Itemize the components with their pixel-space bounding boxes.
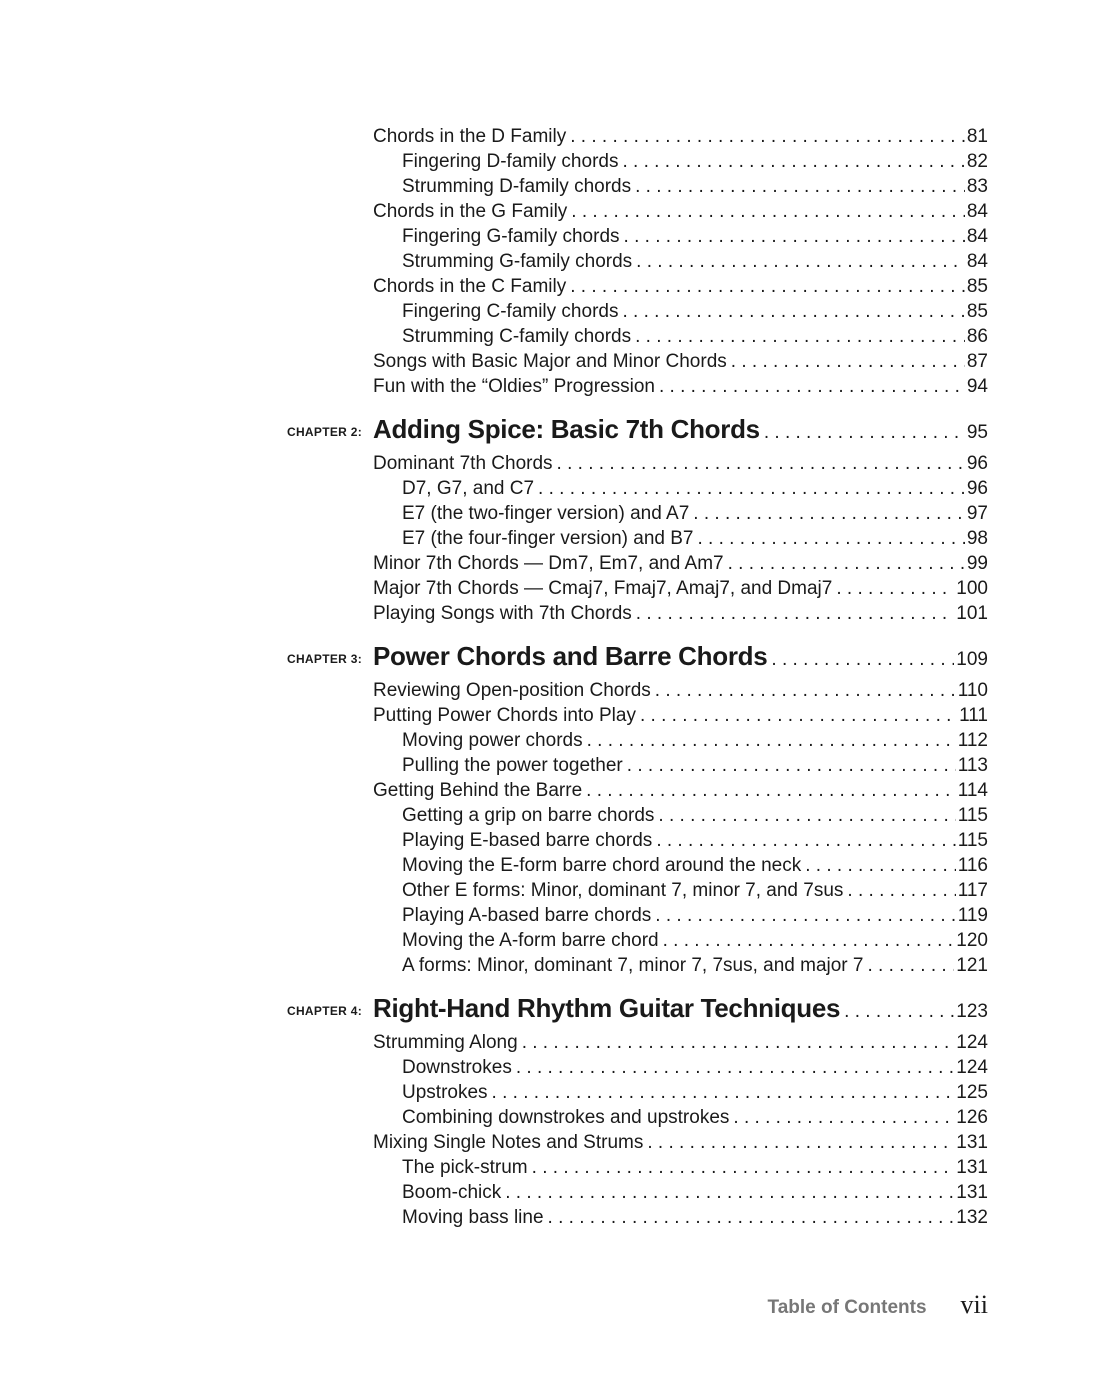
toc-entry[interactable]: [373, 349, 988, 374]
toc-entry-page: 97: [966, 503, 988, 524]
leader-dots: [656, 828, 955, 853]
toc-entry-title: Other E forms: Minor, dominant 7, minor 7, and 7sus: [402, 880, 844, 901]
toc-entry-title: Playing A-based barre chords: [402, 905, 652, 926]
toc-entry-page: 85: [966, 276, 988, 297]
toc-entry-page: 99: [966, 553, 988, 574]
leader-dots: [844, 990, 954, 1034]
toc-entry[interactable]: [373, 601, 988, 626]
toc-entry-title: Moving power chords: [402, 730, 583, 751]
toc-entry-title: Strumming Along: [373, 1032, 518, 1053]
toc-entry-title: Boom-chick: [402, 1182, 502, 1203]
toc-subentry[interactable]: [373, 174, 988, 199]
toc-entry-title: Putting Power Chords into Play: [373, 705, 636, 726]
leader-dots: [733, 1105, 954, 1130]
toc-entry-title: Moving the A-form barre chord: [402, 930, 659, 951]
leader-dots: [640, 703, 957, 728]
toc-entry-page: 84: [966, 251, 988, 272]
toc-entry-title: Strumming G-family chords: [402, 251, 633, 272]
toc-subentry[interactable]: [373, 149, 988, 174]
toc-subentry[interactable]: [373, 878, 988, 903]
toc-subentry[interactable]: [373, 728, 988, 753]
toc-subentry[interactable]: [373, 299, 988, 324]
toc-entry-title: Pulling the power together: [402, 755, 623, 776]
chapter-page: 123: [956, 1001, 988, 1022]
toc-entry-title: Chords in the D Family: [373, 126, 567, 147]
toc-entry-title: Moving the E-form barre chord around the neck: [402, 855, 802, 876]
toc-entry-title: Downstrokes: [402, 1057, 512, 1078]
toc-entry-page: 119: [957, 905, 988, 926]
toc-entry-page: 85: [966, 301, 988, 322]
toc-subentry[interactable]: [373, 828, 988, 853]
toc-entry-title: Playing Songs with 7th Chords: [373, 603, 632, 624]
toc-entry-page: 115: [957, 805, 988, 826]
leader-dots: [636, 249, 965, 274]
toc-entry-page: 96: [966, 478, 988, 499]
toc-entry-title: Minor 7th Chords — Dm7, Em7, and Am7: [373, 553, 724, 574]
toc-entry-page: 125: [956, 1082, 988, 1103]
toc-entry-page: 100: [956, 578, 988, 599]
chapter-label: CHAPTER 3:: [287, 652, 363, 666]
toc-subentry[interactable]: [373, 1205, 988, 1230]
toc-entry-title: Fingering C-family chords: [402, 301, 619, 322]
leader-dots: [570, 274, 965, 299]
leader-dots: [624, 224, 965, 249]
toc-subentry[interactable]: [373, 953, 988, 978]
page-footer: [700, 1290, 988, 1320]
toc-entry-title: The pick-strum: [402, 1157, 528, 1178]
toc-entry-page: 82: [966, 151, 988, 172]
toc-entry-title: E7 (the four-finger version) and B7: [402, 528, 694, 549]
leader-dots: [731, 349, 965, 374]
toc-entry-title: E7 (the two-finger version) and A7: [402, 503, 690, 524]
toc-subentry[interactable]: [373, 1080, 988, 1105]
leader-dots: [587, 728, 956, 753]
toc-entry-page: 132: [956, 1207, 988, 1228]
footer-section-title: Table of Contents: [767, 1297, 927, 1318]
leader-dots: [836, 576, 954, 601]
leader-dots: [658, 803, 955, 828]
toc-entry-title: Fun with the “Oldies” Progression: [373, 376, 655, 397]
toc-intro-group: [373, 124, 988, 399]
toc-entry-title: Combining downstrokes and upstrokes: [402, 1107, 730, 1128]
toc-entry[interactable]: [373, 576, 988, 601]
toc-entry-page: 124: [956, 1032, 988, 1053]
toc-entry-page: 83: [966, 176, 988, 197]
toc-entry[interactable]: [373, 199, 988, 224]
toc-subentry[interactable]: [373, 903, 988, 928]
toc-entry-page: 96: [966, 453, 988, 474]
toc-entry-title: Reviewing Open-position Chords: [373, 680, 651, 701]
toc-entry-title: Moving bass line: [402, 1207, 544, 1228]
toc-subentry[interactable]: [373, 324, 988, 349]
toc-entry-title: D7, G7, and C7: [402, 478, 535, 499]
toc-entry-page: 84: [966, 226, 988, 247]
toc-entry-title: Playing E-based barre chords: [402, 830, 653, 851]
toc-entry-page: 116: [957, 855, 988, 876]
toc-entry-page: 114: [957, 780, 988, 801]
chapter-page: 109: [956, 649, 988, 670]
leader-dots: [655, 903, 955, 928]
leader-dots: [492, 1080, 955, 1105]
leader-dots: [659, 374, 965, 399]
leader-dots: [728, 551, 965, 576]
leader-dots: [622, 299, 964, 324]
leader-dots: [805, 853, 955, 878]
toc-entry-page: 98: [966, 528, 988, 549]
toc-entry-title: Getting a grip on barre chords: [402, 805, 655, 826]
toc-entry-title: Major 7th Chords — Cmaj7, Fmaj7, Amaj7, and Dmaj7: [373, 578, 833, 599]
toc-subentry[interactable]: [373, 1055, 988, 1080]
toc-entry-title: Strumming C-family chords: [402, 326, 632, 347]
chapter-heading[interactable]: [287, 986, 988, 1030]
toc-subentry[interactable]: [373, 1155, 988, 1180]
toc-entry-title: Chords in the G Family: [373, 201, 568, 222]
leader-dots: [571, 199, 965, 224]
toc-entry-page: 101: [956, 603, 988, 624]
toc-entry-page: 131: [956, 1157, 988, 1178]
toc-entry-page: 112: [957, 730, 988, 751]
toc-entry-title: Fingering D-family chords: [402, 151, 619, 172]
chapter-page: 95: [966, 422, 988, 443]
leader-dots: [622, 149, 964, 174]
leader-dots: [570, 124, 965, 149]
toc-entry-page: 121: [956, 955, 988, 976]
leader-dots: [635, 324, 965, 349]
toc-entry-title: Fingering G-family chords: [402, 226, 620, 247]
toc-entry-title: Upstrokes: [402, 1082, 488, 1103]
toc-entry-title: Getting Behind the Barre: [373, 780, 583, 801]
leader-dots: [698, 526, 965, 551]
chapter-label: CHAPTER 4:: [287, 1004, 363, 1018]
chapter-title: Right-Hand Rhythm Guitar Techniques: [373, 993, 841, 1023]
toc-subentry[interactable]: [373, 526, 988, 551]
toc-entry-page: 120: [956, 930, 988, 951]
toc-entry-page: 115: [957, 830, 988, 851]
leader-dots: [627, 753, 956, 778]
leader-dots: [693, 501, 965, 526]
toc-entry-page: 94: [966, 376, 988, 397]
chapter-heading[interactable]: [287, 634, 988, 678]
toc-subentry[interactable]: [373, 753, 988, 778]
leader-dots: [635, 174, 965, 199]
toc-entry-page: 86: [966, 326, 988, 347]
toc-subentry[interactable]: [373, 249, 988, 274]
toc-entry-page: 113: [957, 755, 988, 776]
toc-entry-page: 131: [956, 1182, 988, 1203]
leader-dots: [636, 601, 955, 626]
chapter-heading[interactable]: [287, 407, 988, 451]
toc-entry-title: Dominant 7th Chords: [373, 453, 553, 474]
toc-entry-page: 84: [966, 201, 988, 222]
leader-dots: [586, 778, 956, 803]
toc-entry[interactable]: [373, 374, 988, 399]
leader-dots: [847, 878, 955, 903]
toc-subentry[interactable]: [373, 1180, 988, 1205]
toc-subentry[interactable]: [373, 928, 988, 953]
toc-entry[interactable]: [373, 124, 988, 149]
chapter-label: CHAPTER 2:: [287, 425, 363, 439]
leader-dots: [647, 1130, 954, 1155]
toc-entry[interactable]: [373, 274, 988, 299]
toc-entry-page: 124: [956, 1057, 988, 1078]
chapter-title: Adding Spice: Basic 7th Chords: [373, 414, 760, 444]
leader-dots: [505, 1180, 954, 1205]
toc-entry-title: Songs with Basic Major and Minor Chords: [373, 351, 727, 372]
toc-subentry[interactable]: [373, 853, 988, 878]
toc-entry-page: 126: [956, 1107, 988, 1128]
table-of-contents: [287, 124, 988, 1230]
toc-entry[interactable]: [373, 703, 988, 728]
toc-subentry[interactable]: [373, 1105, 988, 1130]
toc-entry-title: A forms: Minor, dominant 7, minor 7, 7sus, and major 7: [402, 955, 864, 976]
toc-subentry[interactable]: [373, 476, 988, 501]
leader-dots: [867, 953, 954, 978]
leader-dots: [516, 1055, 954, 1080]
leader-dots: [764, 411, 965, 455]
toc-subentry[interactable]: [373, 224, 988, 249]
leader-dots: [538, 476, 965, 501]
toc-subentry[interactable]: [373, 803, 988, 828]
toc-subentry[interactable]: [373, 501, 988, 526]
leader-dots: [663, 928, 955, 953]
toc-entry[interactable]: [373, 1130, 988, 1155]
toc-entry-title: Strumming D-family chords: [402, 176, 632, 197]
toc-entry-page: 131: [956, 1132, 988, 1153]
chapter-title: Power Chords and Barre Chords: [373, 641, 768, 671]
toc-entry-title: Mixing Single Notes and Strums: [373, 1132, 644, 1153]
footer-page-number: vii: [960, 1290, 988, 1319]
toc-entry-page: 81: [966, 126, 988, 147]
leader-dots: [532, 1155, 955, 1180]
toc-entry-page: 87: [966, 351, 988, 372]
toc-entry[interactable]: [373, 551, 988, 576]
toc-entry[interactable]: [373, 778, 988, 803]
toc-entry-page: 111: [959, 705, 988, 726]
leader-dots: [548, 1205, 955, 1230]
toc-entry-page: 110: [957, 680, 988, 701]
leader-dots: [771, 638, 954, 682]
toc-entry-page: 117: [957, 880, 988, 901]
toc-entry-title: Chords in the C Family: [373, 276, 567, 297]
